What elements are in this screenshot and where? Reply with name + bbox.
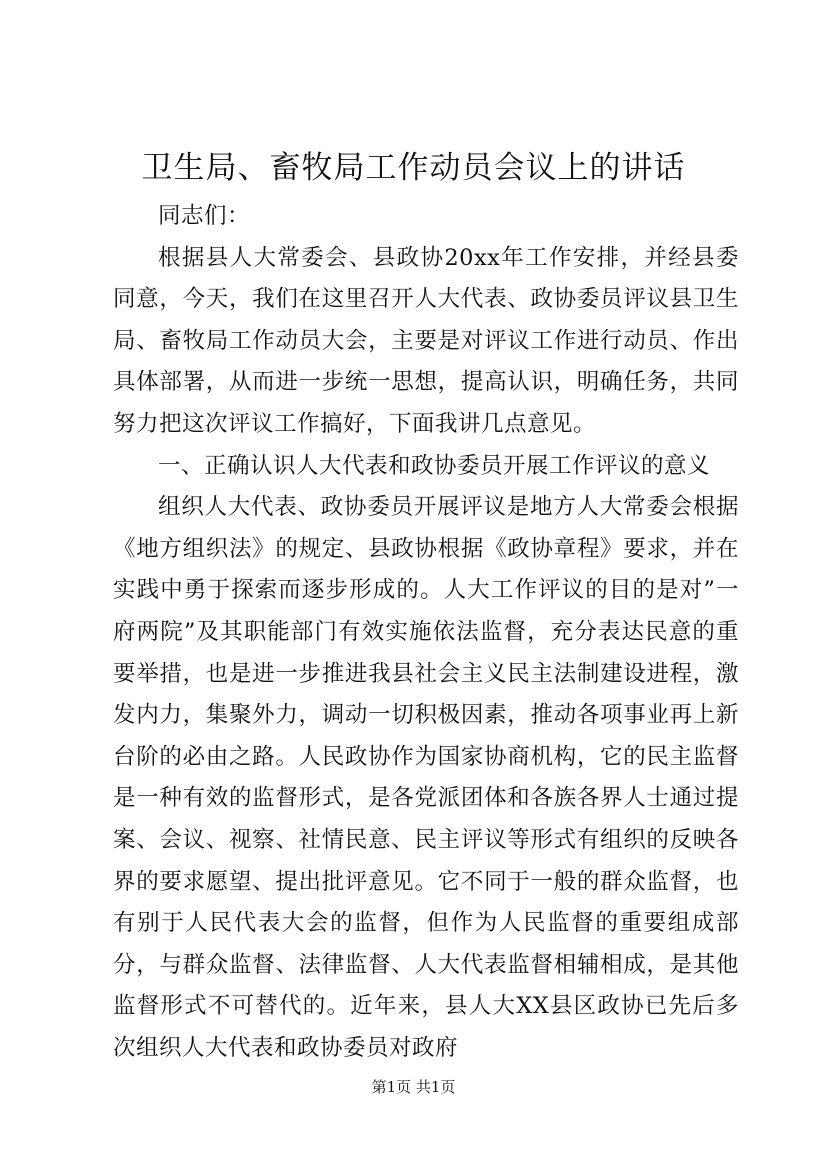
document-body — [113, 196, 739, 1069]
section-heading-1: 一、正确认识人大代表和政协委员开展工作评议的意义 — [158, 452, 711, 479]
page-footer: 第1页 共1页 — [371, 1078, 456, 1096]
document-title: 卫生局、畜牧局工作动员会议上的讲话 — [141, 150, 686, 186]
paragraph-intro: 根据县人大常委会、县政协20xx年工作安排，并经县委同意，今天，我们在这里召开人大代表、政协委员评议县卫生局、畜牧局工作动员大会，主要是对评议工作进行动员、作出具体部署，从而进一步统一思想，提高认识，明确任务，共同努力把这次评议工作搞好，下面我讲几点意见。 — [113, 244, 739, 437]
paragraph-section-1: 组织人大代表、政协委员开展评议是地方人大常委会根据《地方组织法》的规定、县政协根据《政协章程》要求，并在实践中勇于探索而逐步形成的。人大工作评议的目的是对”一府两院”及其职能部门有效实施依法监督，充分表达民意的重要举措，也是进一步推进我县社会主义民主法制建设进程，激发内力，集聚外力，调动一切积极因素，推动各项事业再上新台阶的必由之路。人民政协作为国家协商机构，它的民主监督是一种有效的监督形式，是各党派团体和各族各界人士通过提案、会议、视察、社情民意、民主评议等形式有组织的反映各界的要求愿望、提出批评意见。它不同于一般的群众监督，也有别于人民代表大会的监督，但作为人民监督的重要组成部分，与群众监督、法律监督、人大代表监督相辅相成，是其他监督形式不可替代的。近年来，县人大XX县区政协已先后多次组织人大代表和政协委员对政府 — [113, 494, 739, 1061]
salutation: 同志们： — [158, 203, 251, 229]
